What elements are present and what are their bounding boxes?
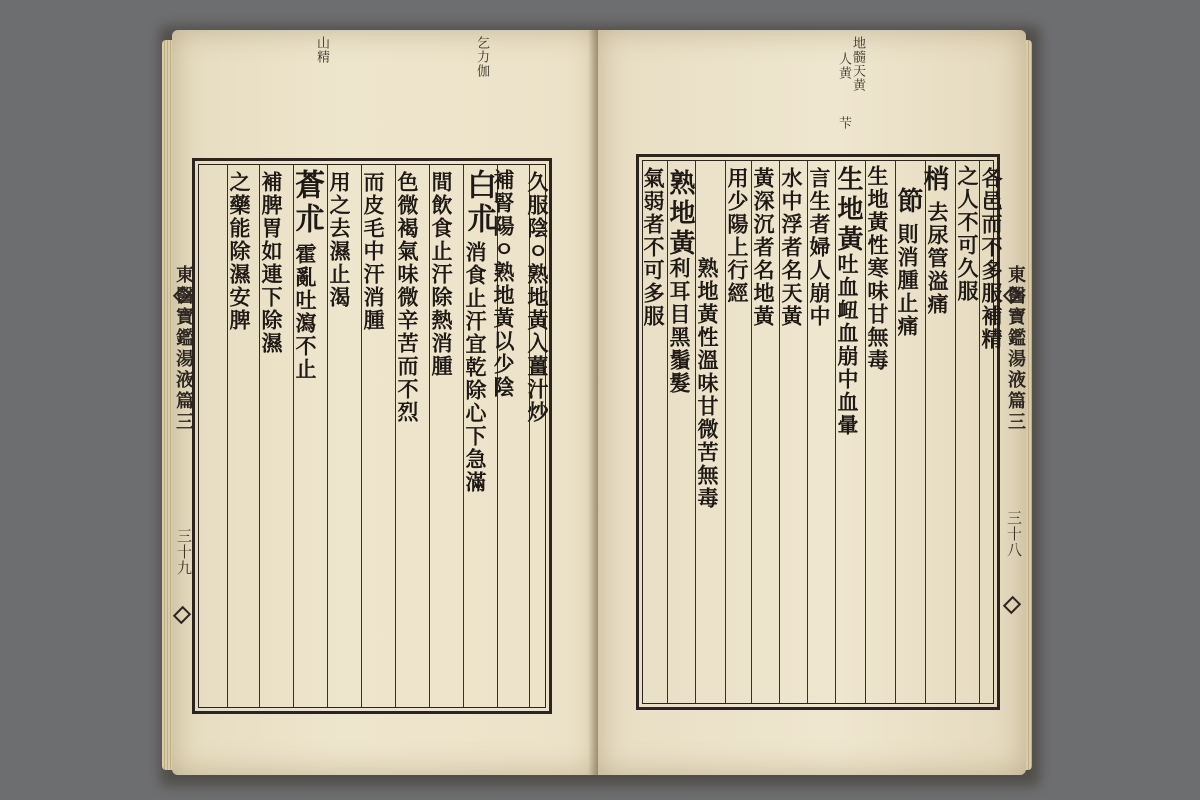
right-page xyxy=(598,30,1026,775)
text-column: 生地黃性寒味甘無毒 xyxy=(865,165,890,372)
text-column: 而皮毛中汗消腫 xyxy=(361,171,386,332)
text-column: 補脾胃如連下除濕 xyxy=(259,171,284,355)
fold-title-left: 東醫寶鑑湯液篇三 xyxy=(173,265,194,433)
heading-baizhu: 白朮 xyxy=(461,169,496,237)
text-column: 去尿管溢痛 xyxy=(925,201,950,316)
text-column: 間飲食止汗除熱消腫 xyxy=(429,171,454,378)
heading-shudihuang: 熟地黃 xyxy=(665,169,695,259)
right-top-note-2: 天黄 xyxy=(850,64,865,92)
text-column: 言生者婦人崩中 xyxy=(807,167,832,328)
heading-jie: 節 xyxy=(893,187,923,217)
fold-title-right: 東醫寶鑑湯液篇三 xyxy=(1005,265,1026,433)
folio-number-left: 三十九 xyxy=(175,528,193,576)
right-top-note-3: 人黄 xyxy=(836,52,851,80)
text-column: 消食止汗宜乾除心下急滿 xyxy=(463,241,488,494)
text-column: 水中浮者名天黃 xyxy=(779,167,804,328)
text-column: 用少陽上行經 xyxy=(725,167,750,305)
text-column: 則消腫止痛 xyxy=(895,223,920,338)
text-column: 之藥能除濕安脾 xyxy=(227,171,252,332)
right-top-note-1: 地髓 xyxy=(850,36,865,64)
text-column: 霍亂吐瀉不止 xyxy=(293,243,318,381)
text-column: 用之去濕止渴 xyxy=(327,171,352,309)
right-top-note-4: 芐 xyxy=(836,116,851,130)
text-column: 久服陰ㅇ熟地黃入薑汁炒 xyxy=(525,171,550,424)
text-column: 吐血衄血崩中血暈 xyxy=(835,253,860,437)
heading-shao: 梢 xyxy=(919,165,949,195)
folio-number-right: 三十八 xyxy=(1005,510,1023,558)
text-column: 利耳目黑鬚髮 xyxy=(667,257,692,395)
left-top-note-2: 乞力伽 xyxy=(474,36,489,78)
text-column: 之人不可久服 xyxy=(955,165,980,303)
left-page xyxy=(172,30,598,775)
text-column: 黃深沉者名地黃 xyxy=(751,167,776,328)
text-column: 補腎陽ㅇ熟地黃以少陰 xyxy=(491,169,516,399)
left-text-frame xyxy=(192,158,552,714)
heading-cangzhu: 蒼朮 xyxy=(289,169,324,237)
text-column: 色微褐氣味微辛苦而不烈 xyxy=(395,171,420,424)
heading-shengdihuang: 生地黃 xyxy=(833,165,863,255)
text-column: 各邑而不多服補精 xyxy=(979,167,1004,351)
text-column: 熟地黃性溫味甘微苦無毒 xyxy=(695,257,720,510)
left-top-note-1: 山精 xyxy=(314,36,329,64)
text-column: 氣弱者不可多服 xyxy=(641,167,666,328)
right-text-frame xyxy=(636,154,1004,710)
